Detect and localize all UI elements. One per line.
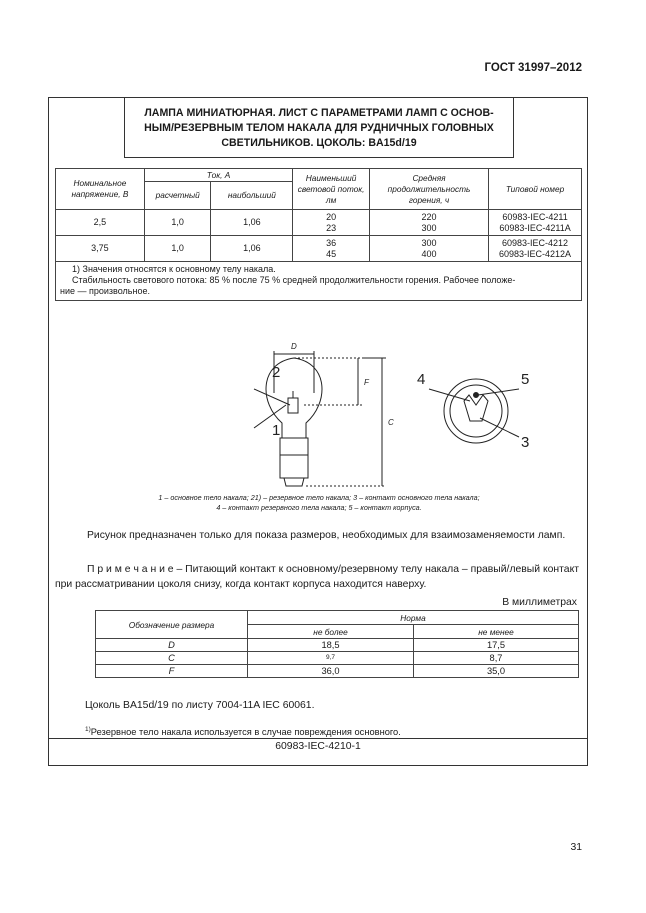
sheet-code: 60983-IEC-4210-1 (275, 741, 361, 752)
dimensions-table (95, 610, 579, 678)
cell-calc: 1,0 (144, 210, 211, 236)
leader-3 (480, 418, 519, 437)
callout-2: 2 (272, 364, 281, 381)
table-row (96, 639, 579, 652)
note-paragraph (55, 562, 579, 592)
table-notes (56, 262, 582, 301)
type-reserve: 60983-IEC-4212A (499, 248, 572, 259)
header-norm: Норма (248, 611, 579, 625)
base-reference: Цоколь BA15d/19 по листу 7004-11A IEC 60061. (85, 700, 315, 711)
footer-divider (49, 738, 587, 739)
table-row (56, 210, 582, 236)
note-body: – Питающий контакт к основному/резервному телу накала – правый/левый контакт при рассматривании цоколя снизу, когда контакт корпуса находится наверху. (55, 564, 579, 590)
units-label: В миллиметрах (502, 597, 577, 608)
header-current: Ток, А (144, 169, 292, 182)
header-not-less: не менее (414, 625, 579, 639)
document-frame (48, 97, 588, 766)
table-row (96, 665, 579, 678)
note-values: 1) Значения относятся к основному телу накала. (72, 264, 276, 274)
label-c: C (388, 418, 394, 427)
parameters-table (55, 168, 582, 301)
note-label: П р и м е ч а н и е (87, 564, 174, 575)
title-line-2: НЫМ/РЕЗЕРВНЫМ ТЕЛОМ НАКАЛА ДЛЯ РУДНИЧНЫХ ГОЛОВНЫХ (144, 122, 494, 134)
filament (288, 398, 298, 413)
footnote-text: Резервное тело накала используется в случае повреждения основного. (90, 727, 401, 738)
page-number: 31 (570, 842, 582, 853)
dim-max: 18,5 (248, 639, 414, 652)
cell-voltage: 2,5 (56, 210, 145, 236)
life-main: 300 (421, 237, 437, 248)
type-main: 60983-IEC-4211 (502, 211, 568, 222)
label-d: D (291, 342, 297, 351)
note-stability-cont: ние — произвольное. (60, 286, 150, 296)
label-f: F (364, 378, 369, 387)
title-line-3: СВЕТИЛЬНИКОВ. ЦОКОЛЬ: BA15d/19 (221, 137, 417, 149)
flux-main: 20 (326, 211, 337, 222)
dim-name: D (96, 639, 248, 652)
title-line-1: ЛАМПА МИНИАТЮРНАЯ. ЛИСТ С ПАРАМЕТРАМИ ЛАМП С ОСНОВ- (144, 107, 494, 119)
lamp-base (280, 438, 308, 478)
cell-calc: 1,0 (144, 236, 211, 262)
header-dimension: Обозначение размера (96, 611, 248, 639)
sheet-title (124, 98, 514, 158)
type-main: 60983-IEC-4212 (502, 237, 569, 248)
header-not-more: не более (248, 625, 414, 639)
dim-name: C (96, 652, 248, 665)
type-reserve: 60983-IEC-4211A (499, 222, 571, 233)
cell-type (489, 210, 582, 236)
life-reserve: 300 (421, 222, 437, 233)
leader-5 (478, 389, 519, 395)
cell-life (369, 236, 488, 262)
header-type: Типовой номер (489, 169, 582, 210)
callout-1: 1 (272, 422, 281, 439)
figure-purpose-text: Рисунок предназначен только для показа размеров, необходимых для взаимозаменяемости ламп. (87, 530, 566, 541)
cell-max: 1,06 (211, 210, 293, 236)
cell-flux (293, 210, 370, 236)
contact-plate (464, 395, 488, 421)
dim-min: 35,0 (414, 665, 579, 678)
flux-reserve: 45 (326, 248, 337, 259)
life-main: 220 (421, 211, 437, 222)
table-row (96, 652, 579, 665)
footnote-mark: 1) (85, 726, 91, 733)
cell-life (369, 210, 488, 236)
flux-main: 36 (326, 237, 337, 248)
cell-max: 1,06 (211, 236, 293, 262)
dim-max: 9,7 (248, 652, 414, 665)
cell-voltage: 3,75 (56, 236, 145, 262)
callout-3: 3 (521, 434, 530, 451)
cell-type (489, 236, 582, 262)
figure-caption-2: 4 – контакт резервного тела накала; 5 – контакт корпуса. (216, 503, 422, 512)
flux-reserve: 23 (326, 222, 337, 233)
callout-4: 4 (417, 371, 426, 388)
cell-flux (293, 236, 370, 262)
callout-5: 5 (521, 371, 530, 388)
dim-min: 8,7 (414, 652, 579, 665)
dim-min: 17,5 (414, 639, 579, 652)
table-row (56, 236, 582, 262)
leader-2 (254, 389, 290, 405)
header-current-calc: расчетный (144, 182, 211, 210)
dim-max: 36,0 (248, 665, 414, 678)
life-reserve: 400 (421, 248, 437, 259)
standard-header: ГОСТ 31997–2012 (484, 62, 582, 74)
header-voltage: Номинальное напряжение, В (56, 169, 145, 210)
header-flux: Наименьший световой поток, лм (293, 169, 370, 210)
leader-1 (254, 405, 286, 428)
figure-caption-1: 1 – основное тело накала; 21) – резервное тело накала; 3 – контакт основного тела накала; (158, 493, 480, 502)
base-bottom-view (444, 379, 508, 443)
lamp-figure (214, 333, 534, 493)
note-stability: Стабильность светового потока: 85 % после 75 % средней продолжительности горения. Рабочее положе- (72, 275, 516, 285)
leader-4 (429, 389, 470, 401)
header-current-max: наибольший (211, 182, 293, 210)
dim-name: F (96, 665, 248, 678)
header-life: Средняя продолжительность горения, ч (369, 169, 488, 210)
base-contact (284, 478, 304, 486)
